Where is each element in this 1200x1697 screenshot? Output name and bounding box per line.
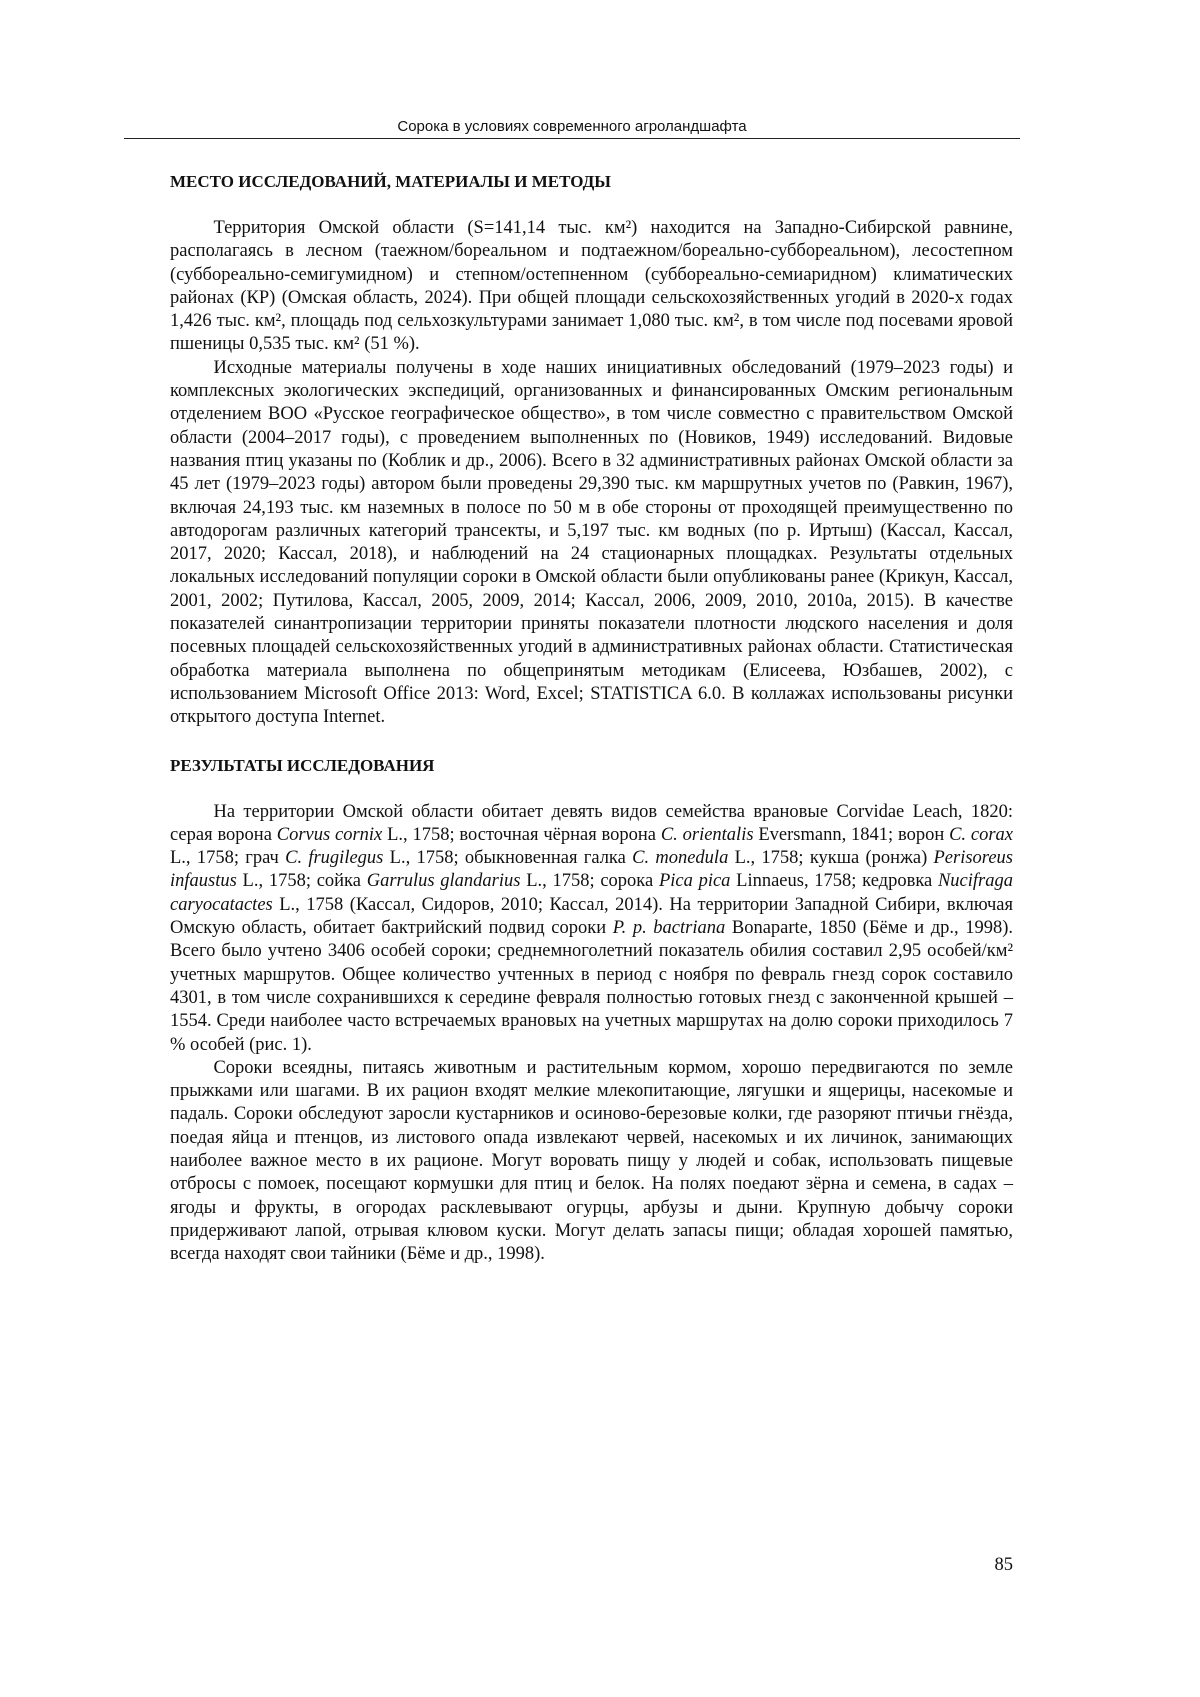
species-name: Garrulus glandarius — [366, 871, 521, 892]
species-name: C. orientalis — [660, 824, 754, 845]
species-name: C. monedula — [632, 848, 729, 869]
section-heading-methods: МЕСТО ИССЛЕДОВАНИЙ, МАТЕРИАЛЫ И МЕТОДЫ — [170, 172, 611, 191]
species-name: P. p. bactriana — [612, 918, 726, 939]
text-run: Eversmann, 1841; ворон — [753, 824, 950, 845]
methods-paragraph-2: Исходные материалы получены в ходе наших инициативных обследований (1979–2023 годы) и комплексных экологических экспедиций, организованных и финансированных Омским региональным отделением ВОО «Русское географическое общество», в том числе совместно с правительством Омской области (2004–2017 годы), с проведением выполненных по (Новиков, 1949) исследований. Видовые названия птиц указаны по (Коблик и др., 2006). Всего в 32 административных районах Омской области за 45 лет (1979–2023 годы) автором были проведены 29,390 тыс. км маршрутных учетов по (Равкин, 1967), включая 24,193 тыс. км наземных в полосе по 50 м в обе стороны от проходящей преимущественно по автодорогам различных категорий трансекты, и 5,197 тыс. км водных (по р. Иртыш) (Кассал, Кассал, 2017, 2020; Кассал, 2018), и наблюдений на 24 стационарных площадках. Результаты отдельных локальных исследований популяции сороки в Омской области были опубликованы ранее (Крикун, Кассал, 2001, 2002; Путилова, Кассал, 2005, 2009, 2014; Кассал, 2006, 2009, 2010, 2010а, 2015). В качестве показателей синантропизации территории приняты показатели плотности людского населения и доля посевных площадей сельскохозяйственных угодий в административных районах области. Статистическая обработка материала выполнена по общепринятым методикам (Елисеева, Юзбашев, 2002), с использованием Microsoft Office 2013: Word, Excel; STATISTICA 6.0. В коллажах использованы рисунки открытого доступа Internet. — [170, 357, 1013, 728]
results-paragraph-2: Сороки всеядны, питаясь животным и растительным кормом, хорошо передвигаются по земле прыжками или шагами. В их рацион входят мелкие млекопитающие, лягушки и ящерицы, насекомые и падаль. Сороки обследуют заросли кустарников и осиново-березовые колки, где разоряют птичьи гнёзда, поедая яйца и птенцов, из листового опада извлекают червей, насекомых и их личинок, занимающих наиболее важное место в их рационе. Могут воровать пищу у людей и собак, использовать пищевые отбросы с помоек, посещают кормушки для птиц и белок. На полях поедают зёрна и семена, в садах – ягоды и фрукты, в огородах расклевывают огурцы, арбузы и дыни. Крупную добычу сороки придерживают лапой, отрывая клювом куски. Могут делать запасы пищи; обладая хорошей памятью, всегда находят свои тайники (Бёме и др., 1998). — [170, 1057, 1013, 1265]
results-paragraph-1 — [170, 801, 1013, 1057]
species-name: C. corax — [949, 824, 1014, 845]
section-heading-results: РЕЗУЛЬТАТЫ ИССЛЕДОВАНИЯ — [170, 755, 435, 775]
text-run: L., 1758; сойка — [236, 871, 367, 892]
text-run: Bonaparte, 1850 (Бёме и др., 1998). Всего было учтено 3406 особей сороки; среднемноголетний показатель обилия составил 2,95 особей/км² учетных маршрутов. Общее количество учтенных в период с ноября по февраль гнезд сорок составило 4301, в том числе сохранившихся к середине февраля полностью готовых гнезд с законченной крышей – 1554. Среди наиболее часто встречаемых врановых на учетных маршрутах на долю сороки приходилось 7 % особей (рис. 1). — [170, 918, 1014, 1055]
article-body — [170, 170, 1013, 1266]
species-name: Perisoreus infaustus — [170, 848, 1013, 892]
page-number: 85 — [994, 1555, 1013, 1575]
methods-paragraph-1: Территория Омской области (S=141,14 тыс. км²) находится на Западно-Сибирской равнине, располагаясь в лесном (таежном/бореальном и подтаежном/бореально-суббореальном), лесостепном (суббореально-семигумидном) и степном/остепненном (суббореально-семиаридном) климатических районах (КР) (Омская область, 2024). При общей площади сельскохозяйственных угодий в 2020-х годах 1,426 тыс. км², площадь под сельхозкультурами занимает 1,080 тыс. км², в том числе под посевами яровой пшеницы 0,535 тыс. км² (51 %). — [170, 218, 1013, 355]
text-run: L., 1758; грач — [170, 848, 286, 869]
text-run: Linnaeus, 1758; кедровка — [730, 871, 938, 892]
text-run: L., 1758; восточная чёрная ворона — [382, 824, 661, 845]
running-head: Сорока в условиях современного агроландшафта — [397, 118, 747, 135]
header-rule — [124, 138, 1020, 139]
species-name: C. frugilegus — [285, 848, 384, 869]
species-name: Pica pica — [658, 871, 731, 892]
text-run: На территории Омской области обитает девять видов семейства врановые Corvidae Leach, 1820: серая ворона — [170, 801, 1013, 845]
species-name: Nucifraga caryocatactes — [170, 871, 1013, 915]
text-run: L., 1758; сорока — [520, 871, 659, 892]
text-run: L., 1758; кукша (ронжа) — [728, 848, 934, 869]
text-run: L., 1758; обыкновенная галка — [383, 848, 633, 869]
species-name: Corvus cornix — [276, 824, 383, 845]
text-run: L., 1758 (Кассал, Сидоров, 2010; Кассал, 2014). На территории Западной Сибири, включая Омскую область, обитает бактрийский подвид сороки — [170, 894, 1013, 939]
